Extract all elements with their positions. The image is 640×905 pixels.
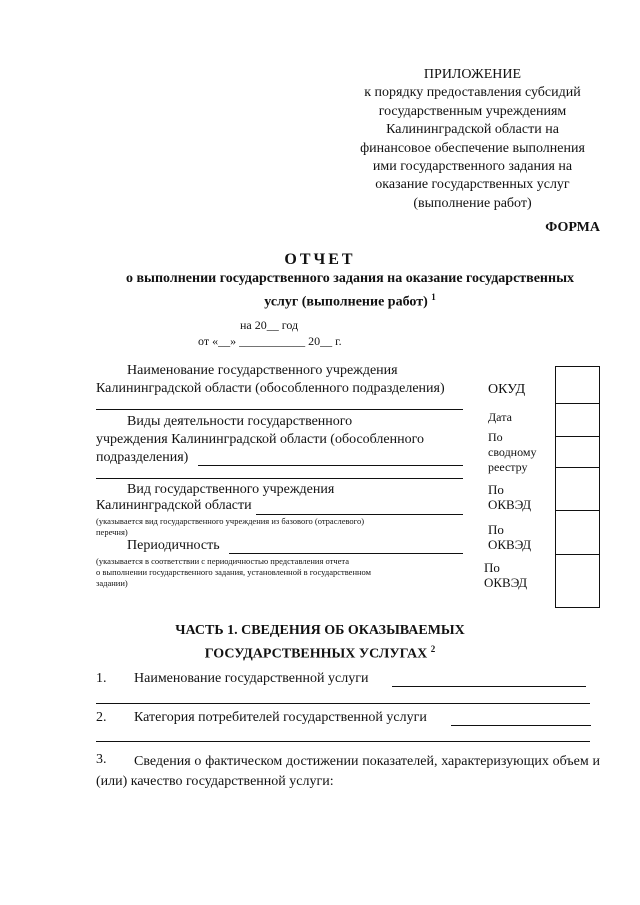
- registry-label-3: реестру: [488, 460, 528, 474]
- periodicity-note-line1: (указывается в соответствии с периодичностью представления отчета: [96, 556, 349, 566]
- type-label-2: Калининградской области: [96, 498, 252, 513]
- registry-label: [488, 430, 536, 475]
- report-title: ОТЧЕТ: [284, 251, 356, 268]
- okved-1-line1: По: [488, 482, 504, 497]
- appendix-title: ПРИЛОЖЕНИЕ: [423, 67, 522, 82]
- consumer-category-field[interactable]: [451, 725, 591, 726]
- report-subtitle: [100, 270, 600, 312]
- part1-heading-line1: ЧАСТЬ 1. СВЕДЕНИЯ ОБ ОКАЗЫВАЕМЫХ: [175, 623, 465, 638]
- appendix-header: [340, 66, 605, 213]
- item-number: 3.: [96, 752, 107, 767]
- type-note: [96, 516, 364, 538]
- part1-heading-text: ГОСУДАРСТВЕННЫХ УСЛУГАХ: [204, 646, 428, 662]
- institution-name-label-2: Калининградской области (обособленного подразделения): [96, 381, 445, 396]
- institution-name-field[interactable]: [96, 409, 463, 410]
- report-period-date: от «__» ___________ 20__ г.: [198, 334, 342, 348]
- report-subtitle-line1: о выполнении государственного задания на оказание государственных: [126, 271, 574, 286]
- okved-cell-1[interactable]: [556, 468, 599, 511]
- type-note-line1: (указывается вид государственного учреждения из базового (отраслевого): [96, 516, 365, 526]
- part1-heading-line2: [0, 640, 640, 664]
- okved-3-line1: По: [484, 560, 500, 575]
- appendix-line: ими государственного задания на: [372, 159, 573, 175]
- activity-field[interactable]: [198, 465, 463, 466]
- okved-3-line2: ОКВЭД: [484, 575, 528, 590]
- part1-heading: [0, 622, 640, 664]
- appendix-line: финансовое обеспечение выполнения: [360, 140, 585, 156]
- date-label: Дата: [488, 410, 512, 424]
- appendix-line: к порядку предоставления субсидий: [364, 85, 581, 101]
- date-cell[interactable]: [556, 404, 599, 437]
- okved-1-line2: ОКВЭД: [488, 497, 532, 512]
- okved-2-line2: ОКВЭД: [488, 537, 532, 552]
- item-number: 2.: [96, 710, 107, 725]
- footnote-marker: 1: [431, 292, 436, 302]
- consumer-category-field-line2[interactable]: [96, 741, 590, 742]
- okved-label-1: [488, 482, 531, 512]
- registry-label-2: сводному: [488, 445, 537, 459]
- footnote-marker: 2: [430, 644, 436, 654]
- activity-label: Виды деятельности государственного: [127, 414, 353, 429]
- appendix-line: государственным учреждениям: [378, 103, 567, 119]
- report-subtitle-line2: [100, 288, 600, 312]
- okud-cell[interactable]: [556, 367, 599, 404]
- type-field[interactable]: [256, 514, 463, 515]
- appendix-line: Калининградской области на: [386, 122, 559, 138]
- activity-label-2: учреждения Калининградской области (обособленного: [96, 432, 425, 447]
- okud-label: ОКУД: [488, 382, 526, 397]
- okved-label-3: [484, 560, 527, 590]
- consumer-category-label: Категория потребителей государственной услуги: [134, 710, 427, 725]
- okved-2-line1: По: [488, 522, 504, 537]
- form-label: ФОРМА: [545, 220, 600, 235]
- registry-cell[interactable]: [556, 437, 599, 468]
- item-number: 1.: [96, 671, 107, 686]
- service-name-field[interactable]: [392, 686, 586, 687]
- type-label: Вид государственного учреждения: [127, 482, 335, 497]
- periodicity-note-line3: задании): [96, 578, 128, 588]
- activity-field-line2[interactable]: [96, 478, 463, 479]
- periodicity-field[interactable]: [229, 553, 463, 554]
- okved-label-2: [488, 522, 531, 552]
- periodicity-note: [96, 556, 371, 589]
- type-note-line2: перечня): [96, 527, 128, 537]
- registry-label-1: По: [488, 430, 503, 444]
- appendix-line: (выполнение работ): [413, 195, 532, 211]
- service-name-field-line2[interactable]: [96, 703, 590, 704]
- codes-table: [555, 366, 600, 608]
- okved-cell-2[interactable]: [556, 511, 599, 555]
- actual-indicators-text: Сведения о фактическом достижении показателей, характеризующих объем и (или) качество государственной услуги:: [96, 754, 600, 789]
- periodicity-note-line2: о выполнении государственного задания, установленной в государственном: [96, 567, 372, 577]
- activity-label-3: подразделения): [96, 450, 189, 465]
- periodicity-label: Периодичность: [127, 538, 220, 553]
- report-subtitle-text: услуг (выполнение работ): [264, 294, 428, 310]
- institution-name-label: Наименование государственного учреждения: [127, 363, 398, 378]
- appendix-line: оказание государственных услуг: [375, 177, 570, 193]
- report-period-year: на 20__ год: [240, 318, 299, 332]
- service-name-label: Наименование государственной услуги: [134, 671, 369, 686]
